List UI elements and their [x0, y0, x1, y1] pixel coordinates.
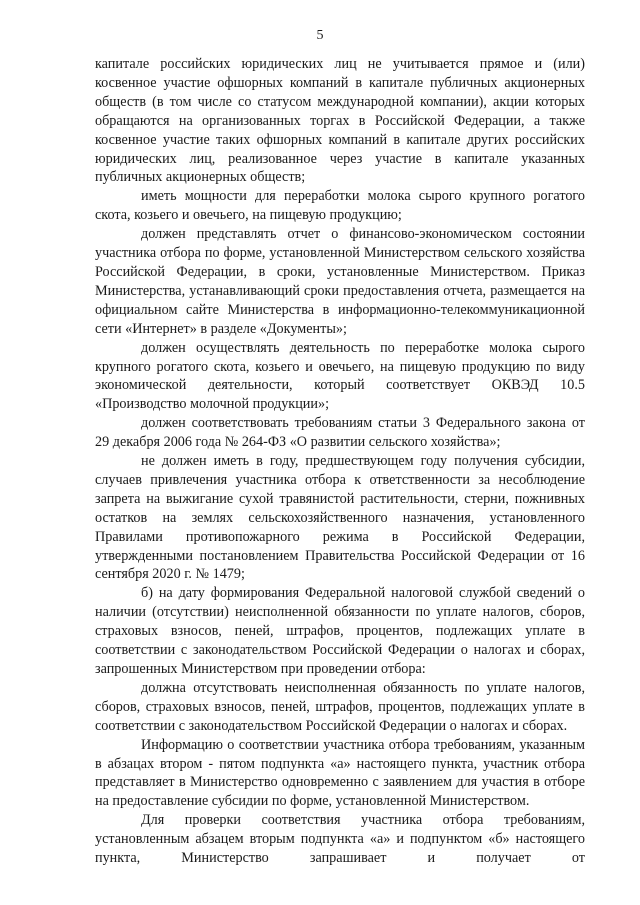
- paragraph-compliance-information: Информацию о соответствии участника отбора требованиям, указанным в абзацах втором - пятом подпункта «а» настоящего пункта, участник отбора представляет в Министерство одновременно с заявлением для участия в отборе на предоставление субсидии по форме, установленной Министерством.: [95, 736, 585, 810]
- paragraph-fire-safety-violations: не должен иметь в году, предшествующем году получения субсидии, случаев привлечения участника отбора к ответственности за несоблюдение запрета на выжигание сухой травянистой растительности, стерни, пожнивных остатков на землях сельскохозяйственного назначения, установленного Правилами противопожарного режима в Российской Федерации, утвержденными постановлением Правительства Российской Федерации от 16 сентября 2020 г. № 1479;: [95, 453, 585, 583]
- paragraph-federal-law-requirements: должен соответствовать требованиям статьи 3 Федерального закона от 29 декабря 2006 года № 264-ФЗ «О развитии сельского хозяйства»;: [95, 415, 585, 451]
- paragraph-tax-service-data: б) на дату формирования Федеральной налоговой службой сведений о наличии (отсутствии) неисполненной обязанности по уплате налогов, сборов, страховых взносов, пеней, штрафов, процентов, подлежащих уплате в соответствии с законодательством Российской Федерации о налогах и сборах, запрошенных Министерством при проведении отбора:: [95, 585, 585, 677]
- document-body: [95, 55, 585, 868]
- paragraph-ministry-verification: Для проверки соответствия участника отбора требованиям, установленным абзацем вторым подпункта «а» и подпунктом «б» настоящего пункта, Министерство запрашивает и получает от: [95, 812, 585, 867]
- paragraph-offshore-participation: капитале российских юридических лиц не учитывается прямое и (или) косвенное участие офшорных компаний в капитале публичных акционерных обществ (в том числе со статусом международной компании), акции которых обращаются на организованных торгах в Российской Федерации, а также косвенное участие таких офшорных компаний в капитале других российских юридических лиц, реализованное через участие в капитале указанных публичных акционерных обществ;: [95, 56, 585, 186]
- page-number: 5: [316, 28, 324, 43]
- paragraph-financial-report: должен представлять отчет о финансово-экономическом состоянии участника отбора по форме, установленной Министерством сельского хозяйства Российской Федерации, в сроки, установленные Министерством. Приказ Министерства, устанавливающий сроки предоставления отчета, размещается на официальном сайте Министерства в информационно-телекоммуникационной сети «Интернет» в разделе «Документы»;: [95, 226, 585, 337]
- paragraph-okved-activity: должен осуществлять деятельность по переработке молока сырого крупного рогатого скота, козьего и овечьего, на пищевую продукцию по виду экономической деятельности, который соответствует ОКВЭД 10.5 «Производство молочной продукции»;: [95, 339, 585, 413]
- paragraph-milk-processing-capacity: иметь мощности для переработки молока сырого крупного рогатого скота, козьего и овечьего, на пищевую продукцию;: [95, 188, 585, 224]
- paragraph-no-tax-debt: должна отсутствовать неисполненная обязанность по уплате налогов, сборов, страховых взносов, пеней, штрафов, процентов, подлежащих уплате в соответствии с законодательством Российской Федерации о налогах и сборах.: [95, 679, 585, 734]
